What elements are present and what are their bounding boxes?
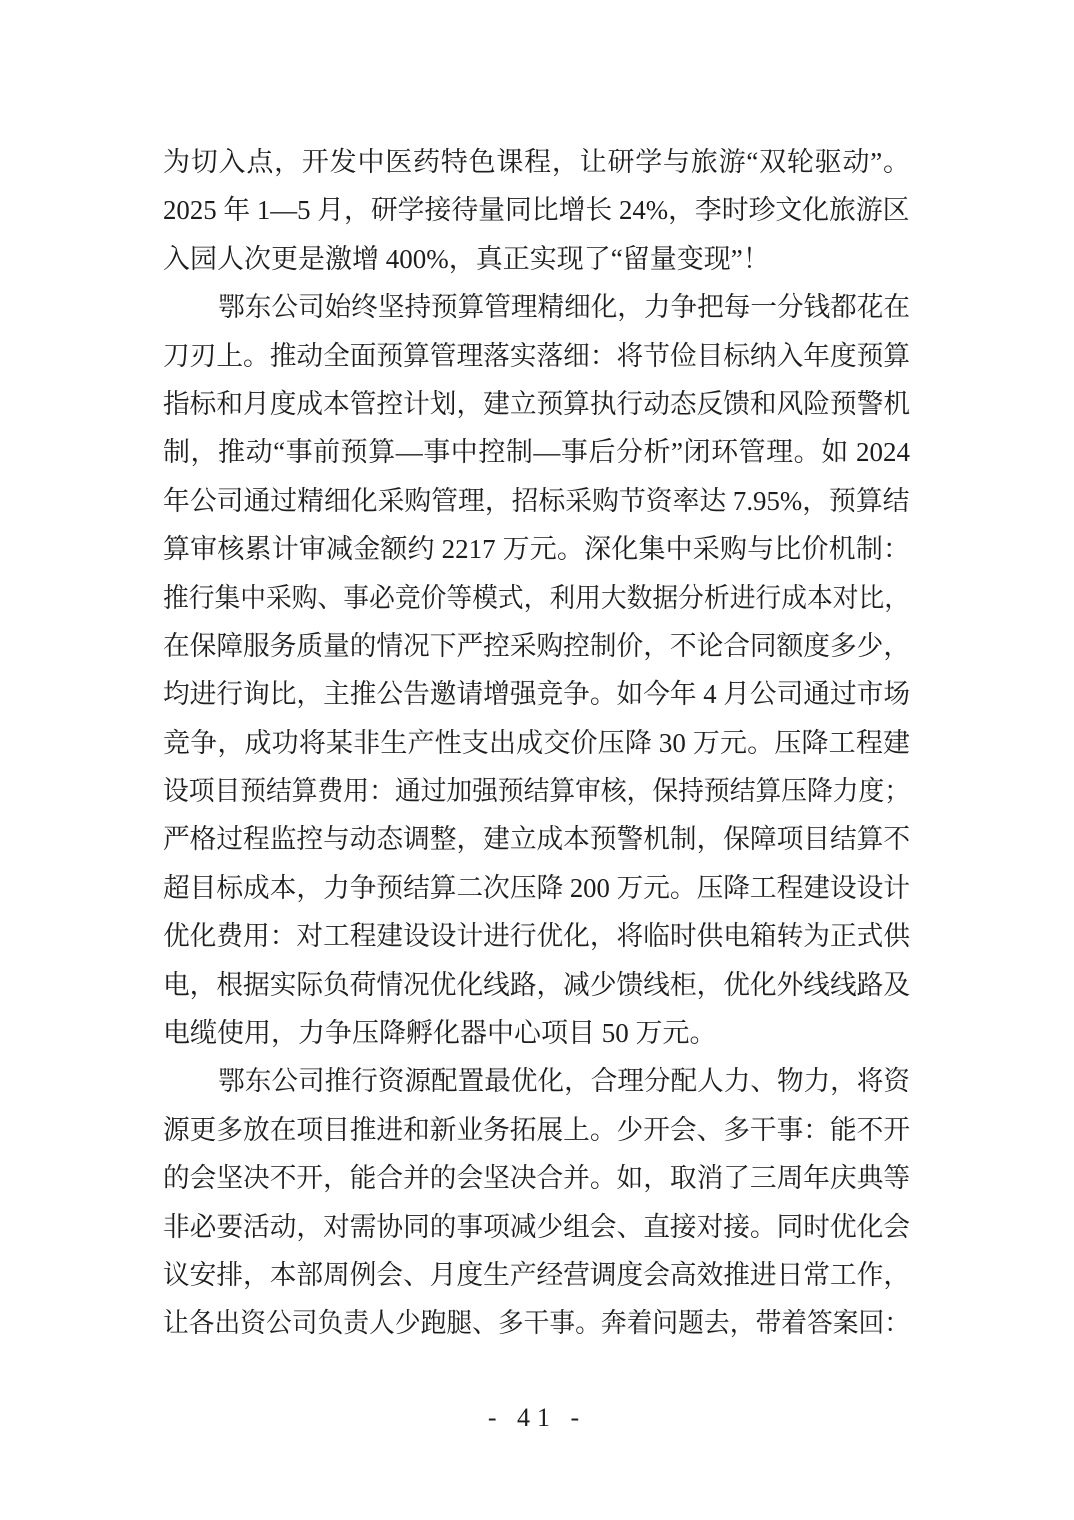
text-line: 议安排，本部周例会、月度生产经营调度会高效推进日常工作， xyxy=(163,1259,910,1290)
text-line: 源更多放在项目推进和新业务拓展上。少开会、多干事：能不开 xyxy=(163,1114,910,1145)
text-line: 均进行询比，主推公告邀请增强竞争。如今年 4 月公司通过市场 xyxy=(163,679,910,710)
text-line: 在保障服务质量的情况下严控采购控制价，不论合同额度多少， xyxy=(163,630,910,661)
text-line: 为切入点，开发中医药特色课程，让研学与旅游“双轮驱动”。 xyxy=(163,147,910,177)
text-line: 的会坚决不开，能合并的会坚决合并。如，取消了三周年庆典等 xyxy=(163,1163,910,1194)
text-line: 入园人次更是激增 400%，真正实现了“留量变现”！ xyxy=(163,243,770,274)
document-body-text xyxy=(163,138,910,1348)
text-line: 设项目预结算费用：通过加强预结算审核，保持预结算压降力度； xyxy=(163,776,910,807)
text-line: 年公司通过精细化采购管理，招标采购节资率达 7.95%，预算结 xyxy=(163,485,910,516)
text-line: 竞争，成功将某非生产性支出成交价压降 30 万元。压降工程建 xyxy=(163,727,910,758)
text-line: 电，根据实际负荷情况优化线路，减少馈线柜，优化外线线路及 xyxy=(163,969,910,1000)
text-line: 非必要活动，对需协同的事项减少组会、直接对接。同时优化会 xyxy=(163,1211,910,1242)
text-line: 推行集中采购、事必竞价等模式，利用大数据分析进行成本对比， xyxy=(163,582,910,613)
text-line: 让各出资公司负责人少跑腿、多干事。奔着问题去，带着答案回： xyxy=(163,1308,910,1339)
text-line: 严格过程监控与动态调整，建立成本预警机制，保障项目结算不 xyxy=(163,824,910,855)
text-line: 电缆使用，力争压降孵化器中心项目 50 万元。 xyxy=(163,1018,717,1049)
text-line: 指标和月度成本管控计划，建立预算执行动态反馈和风险预警机 xyxy=(163,388,910,419)
text-line: 鄂东公司推行资源配置最优化，合理分配人力、物力，将资 xyxy=(218,1066,911,1097)
page-number: - 41 - xyxy=(487,1403,587,1432)
text-line: 超目标成本，力争预结算二次压降 200 万元。压降工程建设设计 xyxy=(163,872,910,903)
text-line: 鄂东公司始终坚持预算管理精细化，力争把每一分钱都花在 xyxy=(218,292,911,323)
text-line: 算审核累计审减金额约 2217 万元。深化集中采购与比价机制： xyxy=(163,534,910,565)
text-line: 刀刃上。推动全面预算管理落实落细：将节俭目标纳入年度预算 xyxy=(163,340,910,371)
text-line: 2025 年 1—5 月，研学接待量同比增长 24%，李时珍文化旅游区 xyxy=(163,195,910,226)
text-line: 制，推动“事前预算—事中控制—事后分析”闭环管理。如 2024 xyxy=(163,437,910,468)
text-line: 优化费用：对工程建设设计进行优化，将临时供电箱转为正式供 xyxy=(163,921,910,952)
